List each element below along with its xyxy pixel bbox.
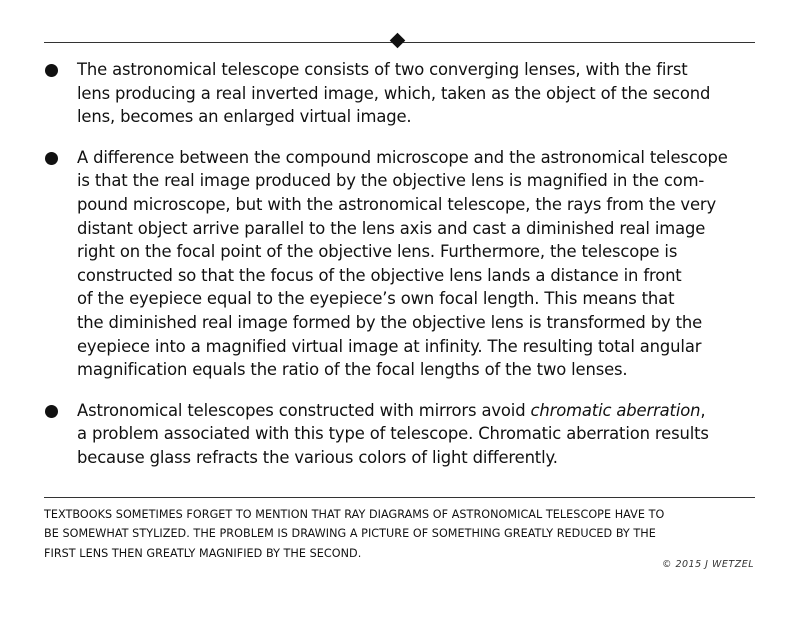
- bullet-text-line: magnification equals the ratio of the focal lengths of the two lenses.: [77, 360, 628, 380]
- bullet-text-line: lens, becomes an enlarged virtual image.: [77, 107, 412, 127]
- bullet-text-line: constructed so that the focus of the objective lens lands a distance in front: [77, 265, 682, 285]
- bullet-text-line: a problem associated with this type of telescope. Chromatic aberration results: [77, 424, 709, 444]
- bullet-text-line: A difference between the compound microscope and the astronomical telescope: [77, 147, 728, 167]
- footnote-line: TEXTBOOKS SOMETIMES FORGET TO MENTION THAT RAY DIAGRAMS OF ASTRONOMICAL TELESCOPE HAVE TO: [44, 508, 665, 521]
- footnote: [44, 505, 760, 563]
- bullet-dot-icon: [45, 64, 58, 77]
- bullet-dot-icon: [45, 405, 58, 418]
- bullet-text-line: right on the focal point of the objective lens. Furthermore, the telescope is: [77, 242, 678, 262]
- bullet-item-telescope-lenses: [44, 58, 756, 129]
- footnote-line: BE SOMEWHAT STYLIZED. THE PROBLEM IS DRAWING A PICTURE OF SOMETHING GREATLY REDUCED BY THE: [44, 527, 656, 541]
- bullet-text-line: is that the real image produced by the objective lens is magnified in the com-: [77, 171, 705, 191]
- bullet-text-line: eyepiece into a magnified virtual image at infinity. The resulting total angular: [77, 336, 702, 356]
- bottom-divider: [44, 497, 755, 498]
- bullet-text-line: The astronomical telescope consists of two converging lenses, with the first: [77, 60, 688, 79]
- diamond-ornament-icon: [390, 33, 406, 49]
- bullet-list: [44, 58, 756, 487]
- bullet-text-line: lens producing a real inverted image, which, taken as the object of the second: [77, 83, 711, 103]
- bullet-text-line: distant object arrive parallel to the lens axis and cast a diminished real image: [77, 218, 706, 238]
- bullet-item-microscope-difference: [44, 146, 756, 382]
- bullet-text-line: [77, 399, 756, 423]
- copyright-notice: © 2015 J WETZEL: [661, 559, 754, 570]
- bullet-text-segment: ,: [700, 400, 706, 420]
- bullet-text-segment: Astronomical telescopes constructed with mirrors avoid: [77, 400, 531, 420]
- chromatic-aberration-term: chromatic aberration: [530, 400, 701, 420]
- bullet-item-mirror-telescopes: [44, 399, 756, 470]
- bullet-text-line: of the eyepiece equal to the eyepiece’s own focal length. This means that: [77, 289, 675, 309]
- bullet-dot-icon: [45, 152, 58, 165]
- bullet-text-line: the diminished real image formed by the objective lens is transformed by the: [77, 312, 703, 332]
- bullet-text-line: because glass refracts the various colors of light differently.: [77, 447, 558, 467]
- footnote-line: FIRST LENS THEN GREATLY MAGNIFIED BY THE SECOND.: [44, 546, 362, 560]
- bullet-text-line: pound microscope, but with the astronomical telescope, the rays from the very: [77, 194, 717, 214]
